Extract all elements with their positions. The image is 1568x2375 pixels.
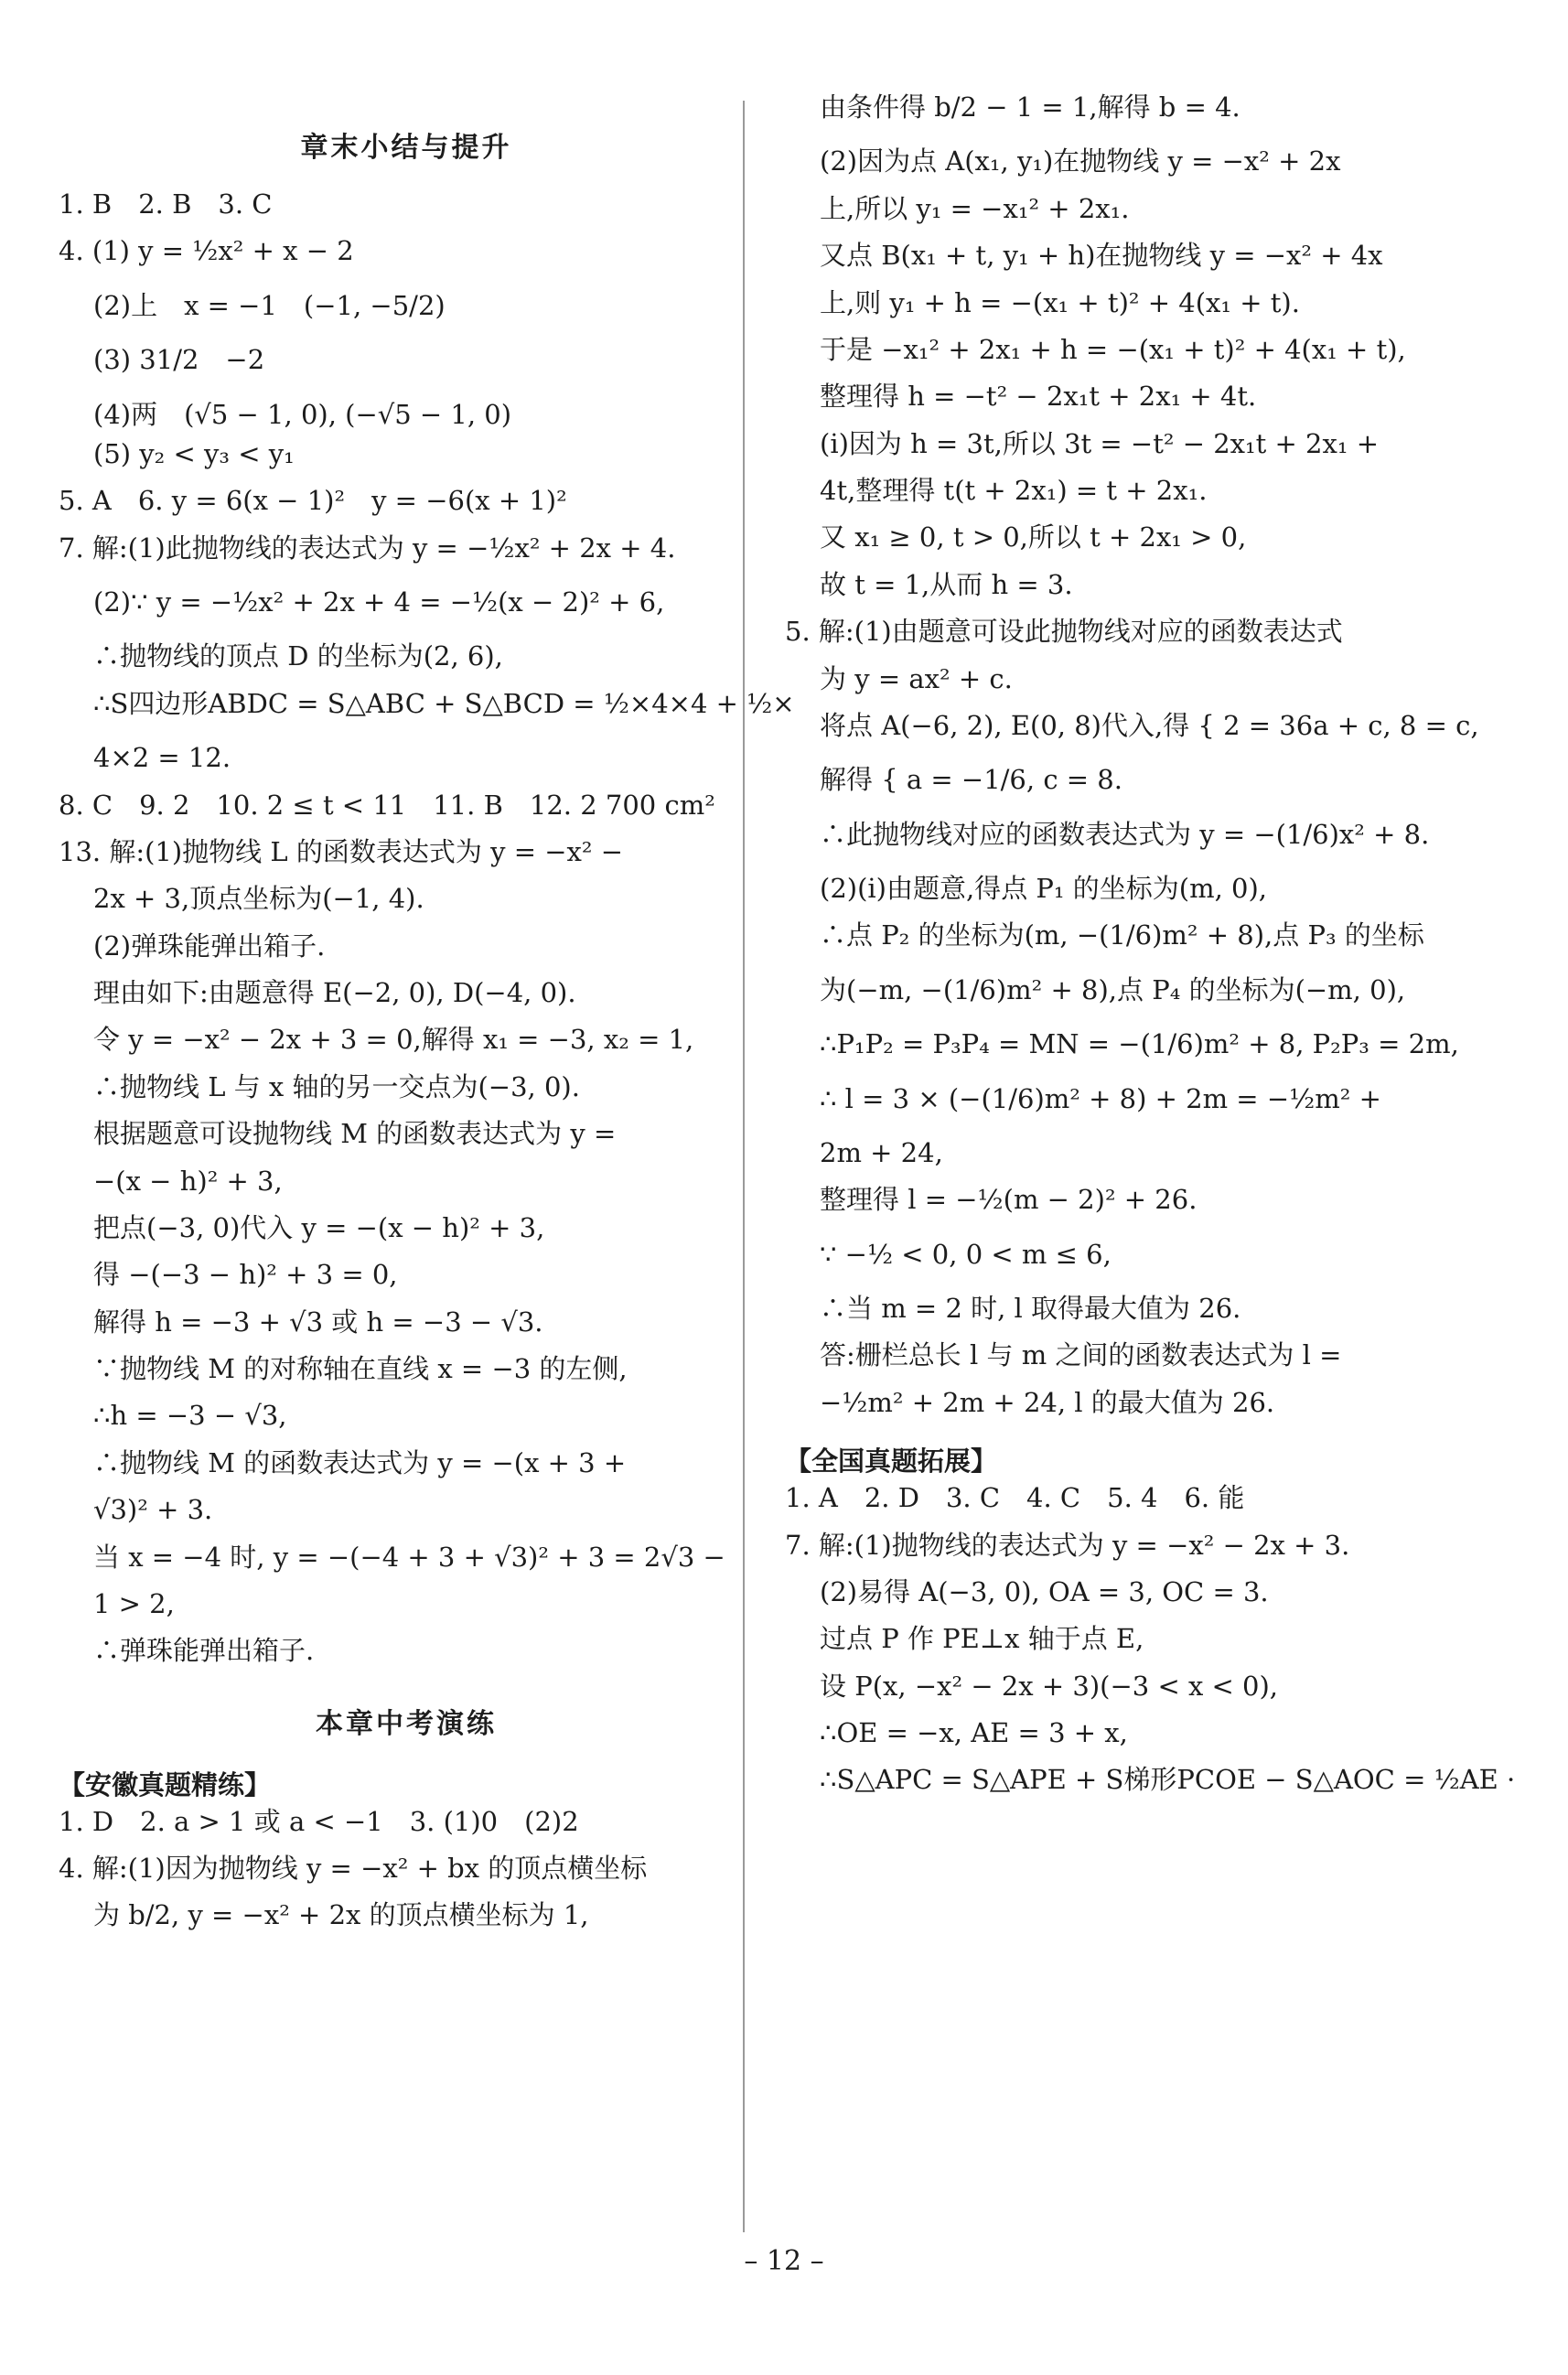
solution-line: 整理得 l = −½(m − 2)² + 26. bbox=[820, 1184, 1197, 1216]
solution-line: ∴S四边形ABDC = S△ABC + S△BCD = ½×4×4 + ½× bbox=[93, 687, 795, 719]
solution-line: −(x − h)² + 3, bbox=[93, 1165, 283, 1197]
solution-line: 理由如下:由题意得 E(−2, 0), D(−4, 0). bbox=[93, 977, 576, 1008]
solution-line: 4. (1) y = ½x² + x − 2 bbox=[59, 235, 354, 267]
right-column bbox=[785, 91, 1516, 1811]
solution-line: (2)上 x = −1 (−1, −5/2) bbox=[93, 289, 446, 321]
solution-line: 2m + 24, bbox=[820, 1136, 943, 1168]
solution-line: ∵ −½ < 0, 0 < m ≤ 6, bbox=[820, 1238, 1112, 1270]
solution-line: ∴P₁P₂ = P₃P₄ = MN = −(1/6)m² + 8, P₂P₃ = 2m, bbox=[820, 1028, 1459, 1060]
solution-line: (4)两 (√5 − 1, 0), (−√5 − 1, 0) bbox=[93, 398, 512, 430]
solution-line: 将点 A(−6, 2), E(0, 8)代入,得 { 2 = 36a + c, 8 = c, bbox=[820, 709, 1479, 741]
solution-line: 7. 解:(1)抛物线的表达式为 y = −x² − 2x + 3. bbox=[785, 1529, 1350, 1561]
solution-line: ∴点 P₂ 的坐标为(m, −(1/6)m² + 8),点 P₃ 的坐标 bbox=[820, 919, 1424, 951]
solution-line: 1. D 2. a > 1 或 a < −1 3. (1)0 (2)2 bbox=[59, 1805, 579, 1837]
solution-line: ∵抛物线 M 的对称轴在直线 x = −3 的左侧, bbox=[93, 1353, 628, 1384]
section-title: 本章中考演练 bbox=[316, 1707, 497, 1740]
solution-line: 把点(−3, 0)代入 y = −(x − h)² + 3, bbox=[93, 1211, 545, 1243]
solution-line: 5. A 6. y = 6(x − 1)² y = −6(x + 1)² bbox=[59, 485, 567, 517]
solution-line: 5. 解:(1)由题意可设此抛物线对应的函数表达式 bbox=[785, 616, 1343, 648]
solution-line: 解得 { a = −1/6, c = 8. bbox=[820, 764, 1122, 796]
solution-line: ∴S△APC = S△APE + S梯形PCOE − S△AOC = ½AE · bbox=[820, 1764, 1516, 1796]
solution-line: ∴ l = 3 × (−(1/6)m² + 8) + 2m = −½m² + bbox=[820, 1082, 1381, 1114]
solution-line: ∴OE = −x, AE = 3 + x, bbox=[820, 1717, 1128, 1748]
solution-line: ∴h = −3 − √3, bbox=[93, 1400, 287, 1432]
solution-line: 解得 h = −3 + √3 或 h = −3 − √3. bbox=[93, 1306, 543, 1338]
solution-line: 上,所以 y₁ = −x₁² + 2x₁. bbox=[820, 192, 1130, 224]
solution-line: 7. 解:(1)此抛物线的表达式为 y = −½x² + 2x + 4. bbox=[59, 532, 676, 564]
solution-line: −½m² + 2m + 24, l 的最大值为 26. bbox=[820, 1386, 1275, 1418]
page-number: – 12 – bbox=[744, 2245, 824, 2277]
solution-line: 为 y = ax² + c. bbox=[820, 662, 1013, 694]
solution-line: 1. A 2. D 3. C 4. C 5. 4 6. 能 bbox=[785, 1482, 1245, 1514]
solution-line: 4×2 = 12. bbox=[93, 742, 231, 774]
solution-line: (2)∵ y = −½x² + 2x + 4 = −½(x − 2)² + 6, bbox=[93, 586, 665, 618]
solution-line: 当 x = −4 时, y = −(−4 + 3 + √3)² + 3 = 2√3 − bbox=[93, 1541, 725, 1573]
solution-line: 4. 解:(1)因为抛物线 y = −x² + bx 的顶点横坐标 bbox=[59, 1853, 648, 1884]
solution-line: ∴抛物线 M 的函数表达式为 y = −(x + 3 + bbox=[93, 1446, 627, 1478]
solution-line: 过点 P 作 PE⊥x 轴于点 E, bbox=[820, 1623, 1144, 1655]
solution-line: 2x + 3,顶点坐标为(−1, 4). bbox=[93, 883, 424, 915]
solution-line: 又 x₁ ≥ 0, t > 0,所以 t + 2x₁ > 0, bbox=[820, 521, 1247, 553]
left-column bbox=[59, 91, 795, 1954]
solution-line: (2)因为点 A(x₁, y₁)在抛物线 y = −x² + 2x bbox=[820, 145, 1341, 177]
solution-line: 为 b/2, y = −x² + 2x 的顶点横坐标为 1, bbox=[93, 1899, 589, 1931]
solution-line: 答:栅栏总长 l 与 m 之间的函数表达式为 l = bbox=[820, 1339, 1342, 1371]
solution-line: ∴当 m = 2 时, l 取得最大值为 26. bbox=[820, 1293, 1241, 1324]
solution-line: 根据题意可设抛物线 M 的函数表达式为 y = bbox=[93, 1118, 617, 1150]
solution-line: 设 P(x, −x² − 2x + 3)(−3 < x < 0), bbox=[820, 1670, 1279, 1702]
solution-line: ∴抛物线 L 与 x 轴的另一交点为(−3, 0). bbox=[93, 1070, 580, 1102]
solution-line: (3) 31/2 −2 bbox=[93, 344, 265, 376]
solution-line: (2)弹珠能弹出箱子. bbox=[93, 930, 326, 962]
solution-line: 13. 解:(1)抛物线 L 的函数表达式为 y = −x² − bbox=[59, 835, 624, 867]
solution-line: 整理得 h = −t² − 2x₁t + 2x₁ + 4t. bbox=[820, 381, 1257, 413]
solution-line: 上,则 y₁ + h = −(x₁ + t)² + 4(x₁ + t). bbox=[820, 286, 1300, 318]
solution-line: √3)² + 3. bbox=[93, 1494, 213, 1526]
solution-line: ∴抛物线的顶点 D 的坐标为(2, 6), bbox=[93, 640, 503, 672]
subsection-heading: 【安徽真题精练】 bbox=[59, 1768, 272, 1800]
solution-line: (2)易得 A(−3, 0), OA = 3, OC = 3. bbox=[820, 1575, 1269, 1607]
solution-line: 故 t = 1,从而 h = 3. bbox=[820, 568, 1073, 600]
solution-line: 于是 −x₁² + 2x₁ + h = −(x₁ + t)² + 4(x₁ + t), bbox=[820, 333, 1406, 365]
solution-line: ∴此抛物线对应的函数表达式为 y = −(1/6)x² + 8. bbox=[820, 818, 1430, 850]
solution-line: 1 > 2, bbox=[93, 1587, 175, 1619]
section-title: 章末小结与提升 bbox=[300, 132, 512, 164]
solution-line: (2)(ⅰ)由题意,得点 P₁ 的坐标为(m, 0), bbox=[820, 873, 1268, 904]
solution-line: ∴弹珠能弹出箱子. bbox=[93, 1635, 315, 1667]
solution-line: 8. C 9. 2 10. 2 ≤ t < 11 11. B 12. 2 700 cm² bbox=[59, 789, 715, 821]
solution-line: 1. B 2. B 3. C bbox=[59, 188, 273, 220]
solution-line: (5) y₂ < y₃ < y₁ bbox=[93, 437, 295, 469]
solution-line: 又点 B(x₁ + t, y₁ + h)在抛物线 y = −x² + 4x bbox=[820, 240, 1383, 272]
subsection-heading: 【全国真题拓展】 bbox=[785, 1445, 998, 1478]
solution-line: 由条件得 b/2 − 1 = 1,解得 b = 4. bbox=[820, 91, 1240, 123]
solution-line: 得 −(−3 − h)² + 3 = 0, bbox=[93, 1259, 398, 1291]
solution-line: (ⅰ)因为 h = 3t,所以 3t = −t² − 2x₁t + 2x₁ + bbox=[820, 427, 1379, 459]
solution-line: 为(−m, −(1/6)m² + 8),点 P₄ 的坐标为(−m, 0), bbox=[820, 973, 1406, 1005]
solution-line: 令 y = −x² − 2x + 3 = 0,解得 x₁ = −3, x₂ = 1, bbox=[93, 1024, 694, 1056]
solution-line: 4t,整理得 t(t + 2x₁) = t + 2x₁. bbox=[820, 475, 1208, 506]
column-divider bbox=[743, 101, 745, 2232]
